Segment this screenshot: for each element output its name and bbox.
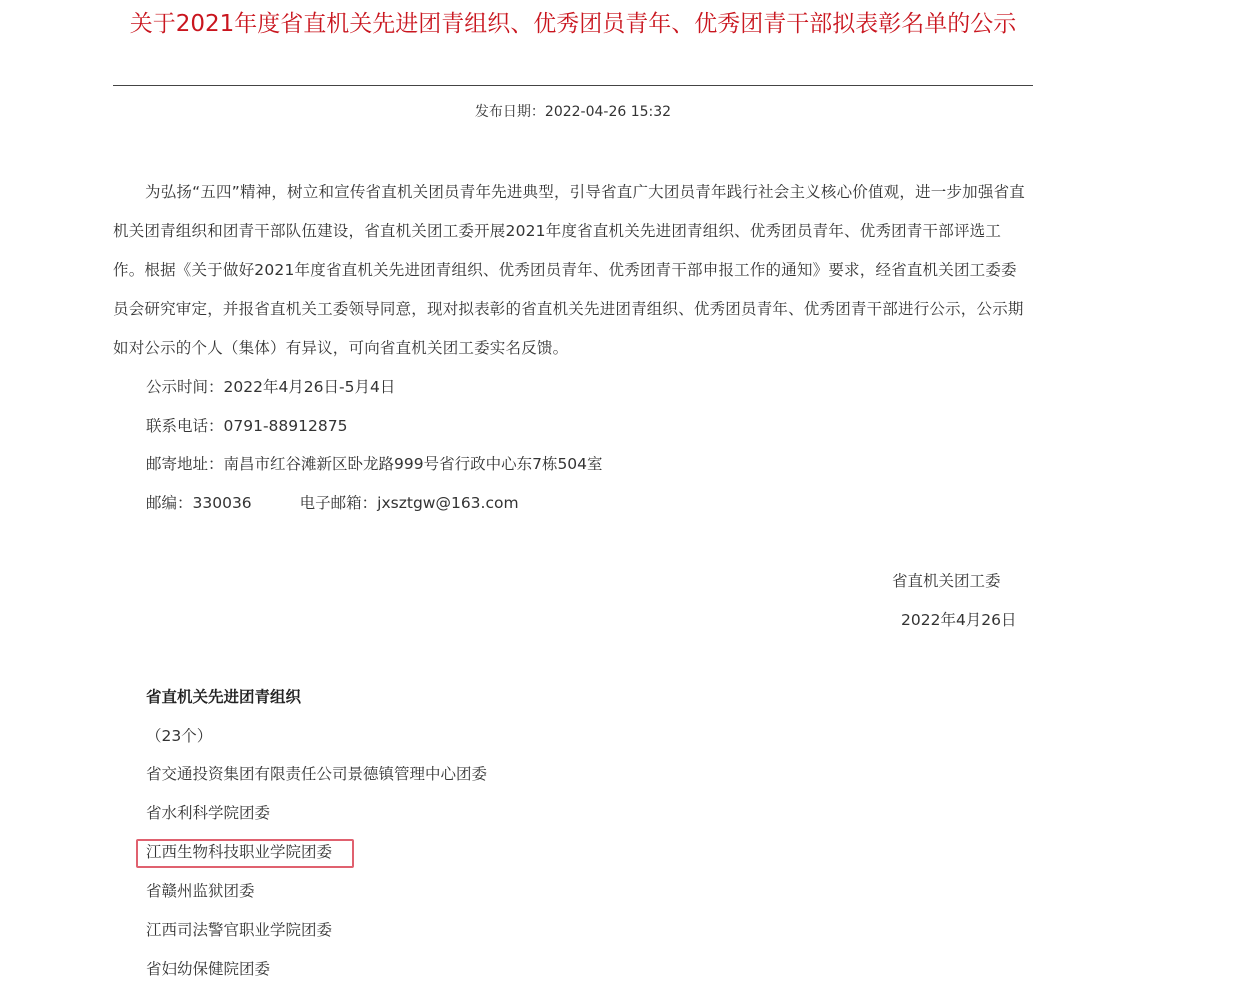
title-divider	[113, 85, 1033, 86]
signature-org: 省直机关团工委	[892, 572, 1001, 590]
article	[113, 0, 1033, 978]
list-item: 江西生物科技职业学院团委	[146, 843, 333, 861]
contact-phone: 联系电话：0791-88912875	[146, 417, 348, 435]
contact-postal-line	[146, 492, 519, 514]
publish-date: 发布日期：2022-04-26 15:32	[474, 104, 672, 120]
list-item: 省交通投资集团有限责任公司景德镇管理中心团委	[146, 765, 488, 783]
list-item: 省妇幼保健院团委	[146, 960, 271, 978]
highlight-box	[136, 839, 354, 868]
signature-date: 2022年4月26日	[901, 611, 1017, 629]
list-item: 省赣州监狱团委	[146, 882, 255, 900]
section-title: 省直机关先进团青组织	[146, 688, 302, 706]
mailing-address: 邮寄地址：南昌市红谷滩新区卧龙路999号省行政中心东7栋504室	[146, 455, 603, 473]
postcode: 邮编：330036	[146, 494, 252, 512]
notice-period: 公示时间：2022年4月26日-5月4日	[146, 378, 396, 396]
intro-paragraph: 为弘扬“五四”精神，树立和宣传省直机关团员青年先进典型，引导省直广大团员青年践行社会主义核心价值观，进一步加强省直机关团青组织和团青干部队伍建设，省直机关团工委开展2021年度省直机关先进团青组织、优秀团员青年、优秀团青干部评选工作。根据《关于做好2021年度省直机关先进团青组织、优秀团员青年、优秀团青干部申报工作的通知》要求，经省直机关团工委委员会研究审定，并报省直机关工委领导同意，现对拟表彰的省直机关先进团青组织、优秀团员青年、优秀团青干部进行公示，公示期如对公示的个人（集体）有异议，可向省直机关团工委实名反馈。	[113, 183, 1025, 357]
list-item: 省水利科学院团委	[146, 804, 271, 822]
list-item: 江西司法警官职业学院团委	[146, 921, 333, 939]
org-list	[146, 763, 487, 997]
article-body	[113, 173, 1025, 368]
section-count: （23个）	[146, 727, 213, 745]
article-title: 关于2021年度省直机关先进团青组织、优秀团员青年、优秀团青干部拟表彰名单的公示	[129, 11, 1017, 37]
email: 电子邮箱：jxsztgw@163.com	[299, 494, 519, 512]
